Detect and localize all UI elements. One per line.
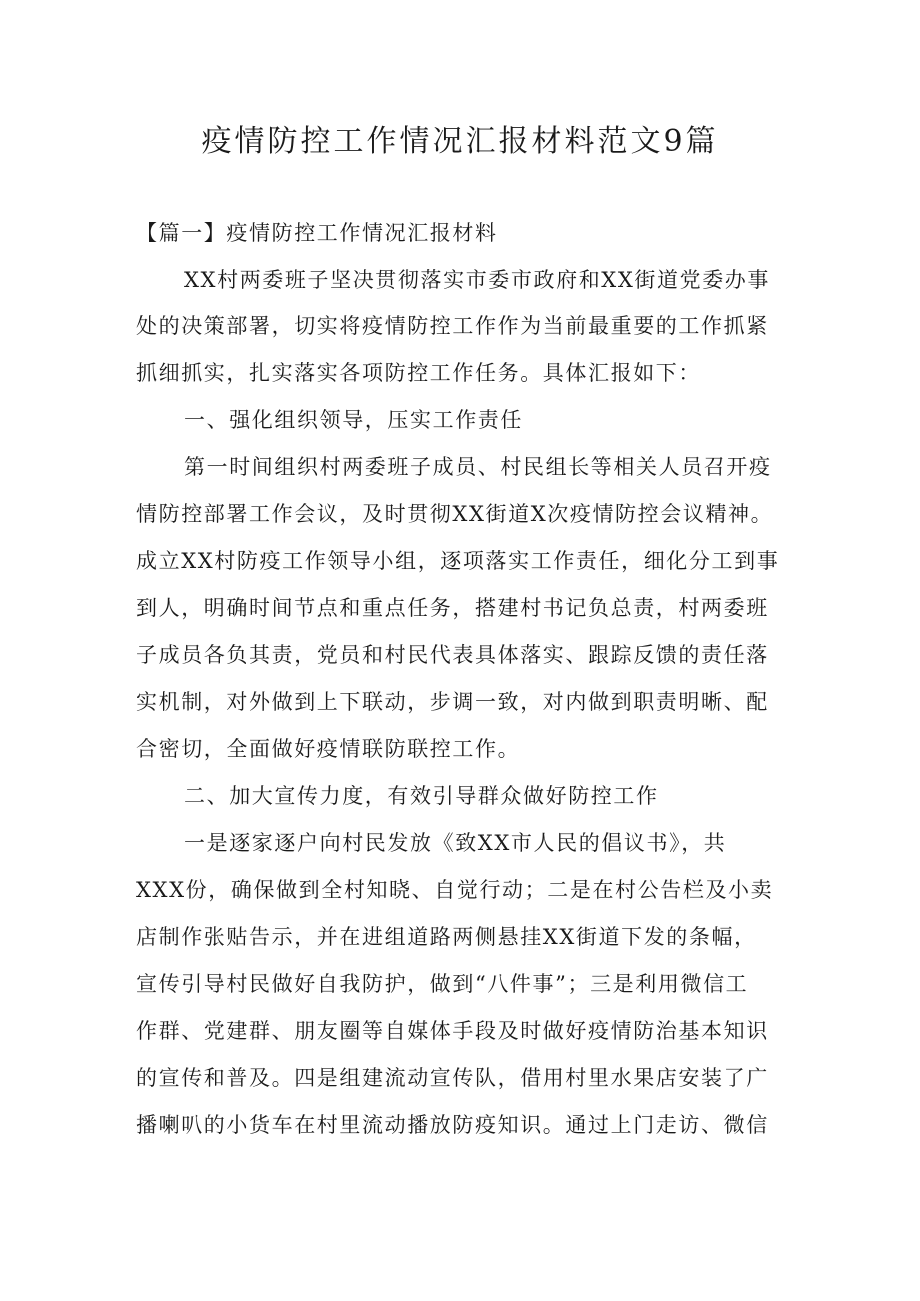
document-title: 疫情防控工作情况汇报材料范文9篇 bbox=[201, 124, 719, 159]
section-heading: 【篇一】疫情防控工作情况汇报材料 bbox=[136, 221, 498, 245]
paragraph-line: 的宣传和普及。四是组建流动宣传队，借用村里水果店安装了广 bbox=[136, 1066, 769, 1090]
paragraph-line: 处的决策部署，切实将疫情防控工作作为当前最重要的工作抓紧 bbox=[136, 314, 769, 338]
paragraph-line: 成立XX村防疫工作领导小组，逐项落实工作责任，细化分工到事 bbox=[136, 549, 780, 573]
paragraph-line: 店制作张贴告示，并在进组道路两侧悬挂XX街道下发的条幅， bbox=[136, 925, 757, 949]
paragraph-line: 到人，明确时间节点和重点任务，搭建村书记负总责，村两委班 bbox=[136, 596, 769, 620]
paragraph-line: 子成员各负其责，党员和村民代表具体落实、跟踪反馈的责任落 bbox=[136, 643, 769, 667]
paragraph-line: 宣传引导村民做好自我防护，做到“八件事”；三是利用微信工 bbox=[136, 972, 749, 996]
paragraph-line: XX村两委班子坚决贯彻落实市委市政府和XX街道党委办事 bbox=[184, 268, 770, 292]
subheading-1: 一、强化组织领导，压实工作责任 bbox=[184, 408, 523, 432]
paragraph-line: 合密切，全面做好疫情联防联控工作。 bbox=[136, 737, 521, 761]
paragraph-line: 抓细抓实，扎实落实各项防控工作任务。具体汇报如下： bbox=[136, 361, 701, 385]
paragraph-line: 实机制，对外做到上下联动，步调一致，对内做到职责明晰、配 bbox=[136, 690, 769, 714]
paragraph-line: 一是逐家逐户向村民发放《致XX市人民的倡议书》，共 bbox=[184, 831, 727, 855]
paragraph-line: 情防控部署工作会议，及时贯彻XX街道X次疫情防控会议精神。 bbox=[136, 502, 774, 526]
paragraph-line: 作群、党建群、朋友圈等自媒体手段及时做好疫情防治基本知识 bbox=[136, 1019, 769, 1043]
paragraph-line: XXX份，确保做到全村知晓、自觉行动；二是在村公告栏及小卖 bbox=[136, 878, 774, 902]
paragraph-line: 第一时间组织村两委班子成员、村民组长等相关人员召开疫 bbox=[184, 455, 772, 479]
paragraph-line: 播喇叭的小货车在村里流动播放防疫知识。通过上门走访、微信 bbox=[136, 1113, 769, 1137]
subheading-2: 二、加大宣传力度，有效引导群众做好防控工作 bbox=[184, 784, 659, 808]
